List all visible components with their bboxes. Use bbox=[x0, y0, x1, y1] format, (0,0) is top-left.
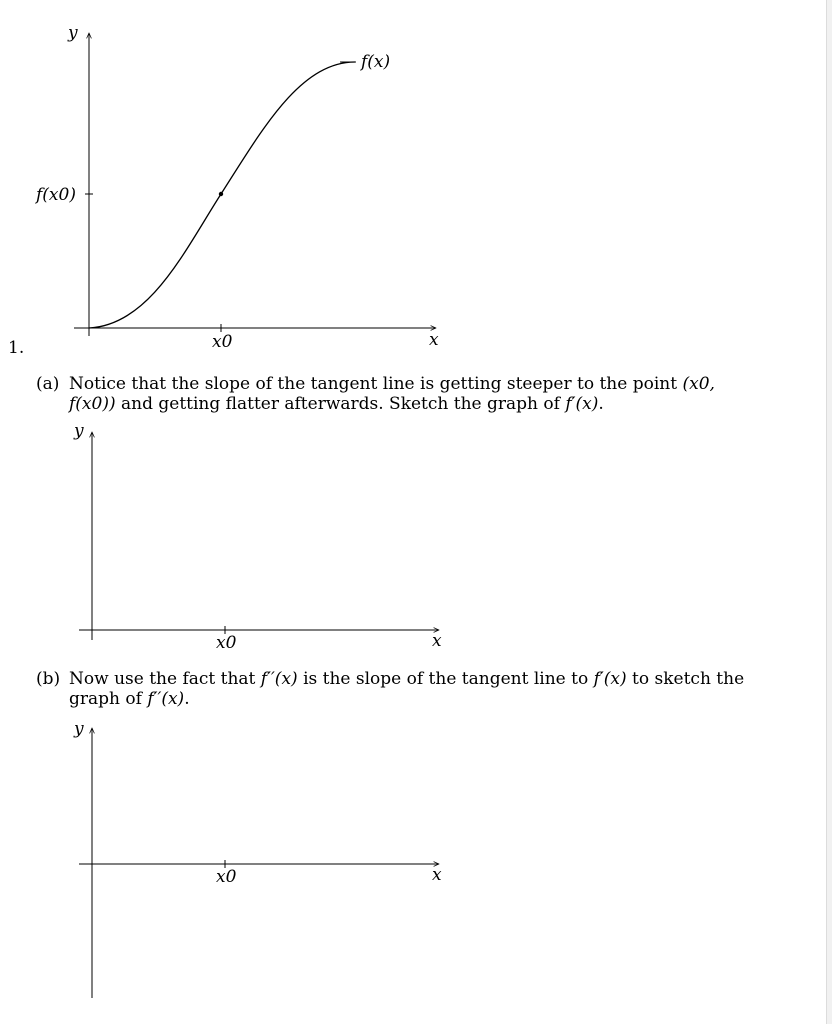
f-curve-label: f(x) bbox=[361, 52, 391, 72]
part-a-text-1: Notice that the slope of the tangent line is getting steeper to the point bbox=[69, 374, 678, 394]
f-prime-x-label: x bbox=[432, 631, 442, 651]
part-a-text-2: and getting flatter afterwards. Sketch the graph of bbox=[121, 394, 560, 414]
f-double-prime-graph bbox=[0, 716, 460, 1006]
part-a-math-1: (x0, f(x0)) bbox=[69, 374, 715, 414]
f-double-prime-y-label: y bbox=[74, 719, 84, 739]
f-double-prime-x-label: x bbox=[432, 865, 442, 885]
problem-number: 1. bbox=[8, 338, 25, 358]
part-b-math-3: f′′(x) bbox=[147, 689, 185, 709]
f-point-x0 bbox=[219, 192, 223, 196]
part-a-text-3: . bbox=[598, 394, 604, 414]
part-b-label: (b) bbox=[36, 669, 61, 689]
part-b-math-2: f′(x) bbox=[593, 669, 627, 689]
f-graph-x-label: x bbox=[429, 330, 439, 350]
part-b-text-3: to sketch the graph of bbox=[69, 669, 745, 709]
part-b-text-2: is the slope of the tangent line to bbox=[303, 669, 589, 689]
part-a-label: (a) bbox=[36, 374, 60, 394]
part-b-text-4: . bbox=[184, 689, 190, 709]
f-double-prime-x0-label: x0 bbox=[216, 867, 237, 887]
part-a bbox=[36, 374, 756, 414]
part-b-text-1: Now use the fact that bbox=[69, 669, 256, 689]
part-a-math-2: f′(x) bbox=[565, 394, 599, 414]
scrollbar-track[interactable] bbox=[826, 0, 832, 1024]
part-b-math-1: f′′(x) bbox=[260, 669, 298, 689]
f-graph-x0-label: x0 bbox=[212, 332, 233, 352]
part-b bbox=[36, 669, 756, 709]
f-graph-fx0-label: f(x0) bbox=[36, 185, 76, 205]
f-prime-graph bbox=[0, 420, 460, 656]
f-graph-y-label: y bbox=[68, 23, 78, 43]
f-graph bbox=[0, 0, 460, 350]
f-prime-y-label: y bbox=[74, 421, 84, 441]
f-prime-x0-label: x0 bbox=[216, 633, 237, 653]
